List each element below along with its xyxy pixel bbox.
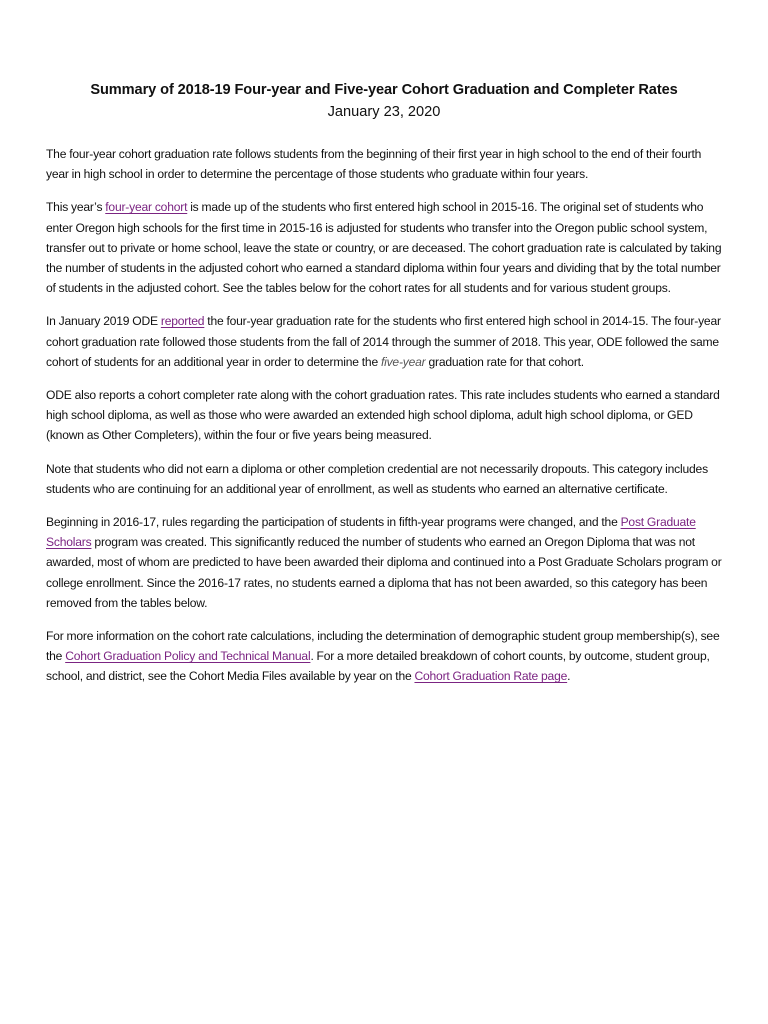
paragraph-text: For more information on the cohort rate calculations, including the determination of demographic student group membership(s), see the — [46, 629, 720, 664]
post-graduate-scholars-link[interactable]: Post Graduate Scholars — [46, 515, 696, 550]
paragraph-text: ODE also reports a cohort completer rate along with the cohort graduation rates. This rate includes students who earned a standard high school diploma, as well as those who were awarded an extended high school diploma, adult high school diploma, or GED (known as Other Completers), within the four or five years being measured. — [46, 388, 720, 443]
paragraph-text: is made up of the students who first entered high school in 2015-16. The original set of students who enter Oregon high schools for the first time in 2015-16 is adjusted for students who transfer into the Oregon public school system, transfer out to private or home school, leave the state or country, or are deceased. The cohort graduation rate is calculated by taking the number of students in the adjusted cohort who earned a standard diploma within four years and dividing that by the total number of students in the adjusted cohort. See the tables below for the cohort rates for all students and for various student groups. — [46, 200, 722, 296]
paragraph-text: the four-year graduation rate for the students who first entered high school in 2014-15. The four-year cohort graduation rate followed those students from the fall of 2014 through the summer of 2018. This year, ODE followed the same cohort of students for an additional year in order to determine the — [46, 314, 721, 369]
four-year-cohort-link[interactable]: four-year cohort — [105, 200, 188, 215]
document-date: January 23, 2020 — [327, 104, 441, 120]
document-title: Summary of 2018-19 Four-year and Five-year Cohort Graduation and Completer Rates — [90, 82, 678, 98]
paragraph-text: In January 2019 ODE — [46, 314, 161, 329]
technical-manual-link[interactable]: Cohort Graduation Policy and Technical Manual — [65, 649, 311, 664]
paragraph-text: This year’s — [46, 200, 106, 215]
paragraph-text: . For a more detailed breakdown of cohort counts, by outcome, student group, school, and district, see the Cohort Media Files available by year on the — [46, 649, 710, 684]
paragraph-post-graduate-scholars — [46, 512, 722, 613]
paragraph-text: program was created. This significantly reduced the number of students who earned an Oregon Diploma that was not awarded, most of whom are predicted to have been awarded their diploma and continued into a Post Graduate Scholars program or college enrollment. Since the 2016-17 rates, no students earned a diploma that has not been awarded, so this category has been removed from the tables below. — [46, 535, 722, 610]
reported-link[interactable]: reported — [160, 314, 205, 329]
paragraph-reported — [46, 311, 722, 372]
paragraph-text: graduation rate for that cohort. — [425, 354, 584, 369]
document-page — [46, 80, 722, 700]
paragraph-completer-rate — [46, 385, 722, 446]
paragraph-text: Note that students who did not earn a diploma or other completion credential are not necessarily dropouts. This category includes students who are continuing for an additional year of enrollment, as well as students who earned an alternative certificate. — [46, 461, 708, 496]
cohort-graduation-rate-page-link[interactable]: Cohort Graduation Rate page — [414, 669, 568, 684]
paragraph-graduation-rate-definition — [46, 144, 722, 184]
paragraph-dropouts-note — [46, 459, 722, 499]
paragraph-four-year-cohort — [46, 197, 722, 298]
paragraph-text: . — [567, 669, 571, 684]
paragraph-text: The four-year cohort graduation rate follows students from the beginning of their first year in high school to the end of their fourth year in high school in order to determine the percentage of those students who graduate within four years. — [46, 147, 702, 182]
paragraph-more-information — [46, 626, 722, 687]
five-year-emphasis: five-year — [380, 354, 426, 369]
paragraph-text: Beginning in 2016-17, rules regarding the participation of students in fifth-year programs were changed, and the — [46, 515, 621, 530]
document-body — [46, 144, 722, 687]
